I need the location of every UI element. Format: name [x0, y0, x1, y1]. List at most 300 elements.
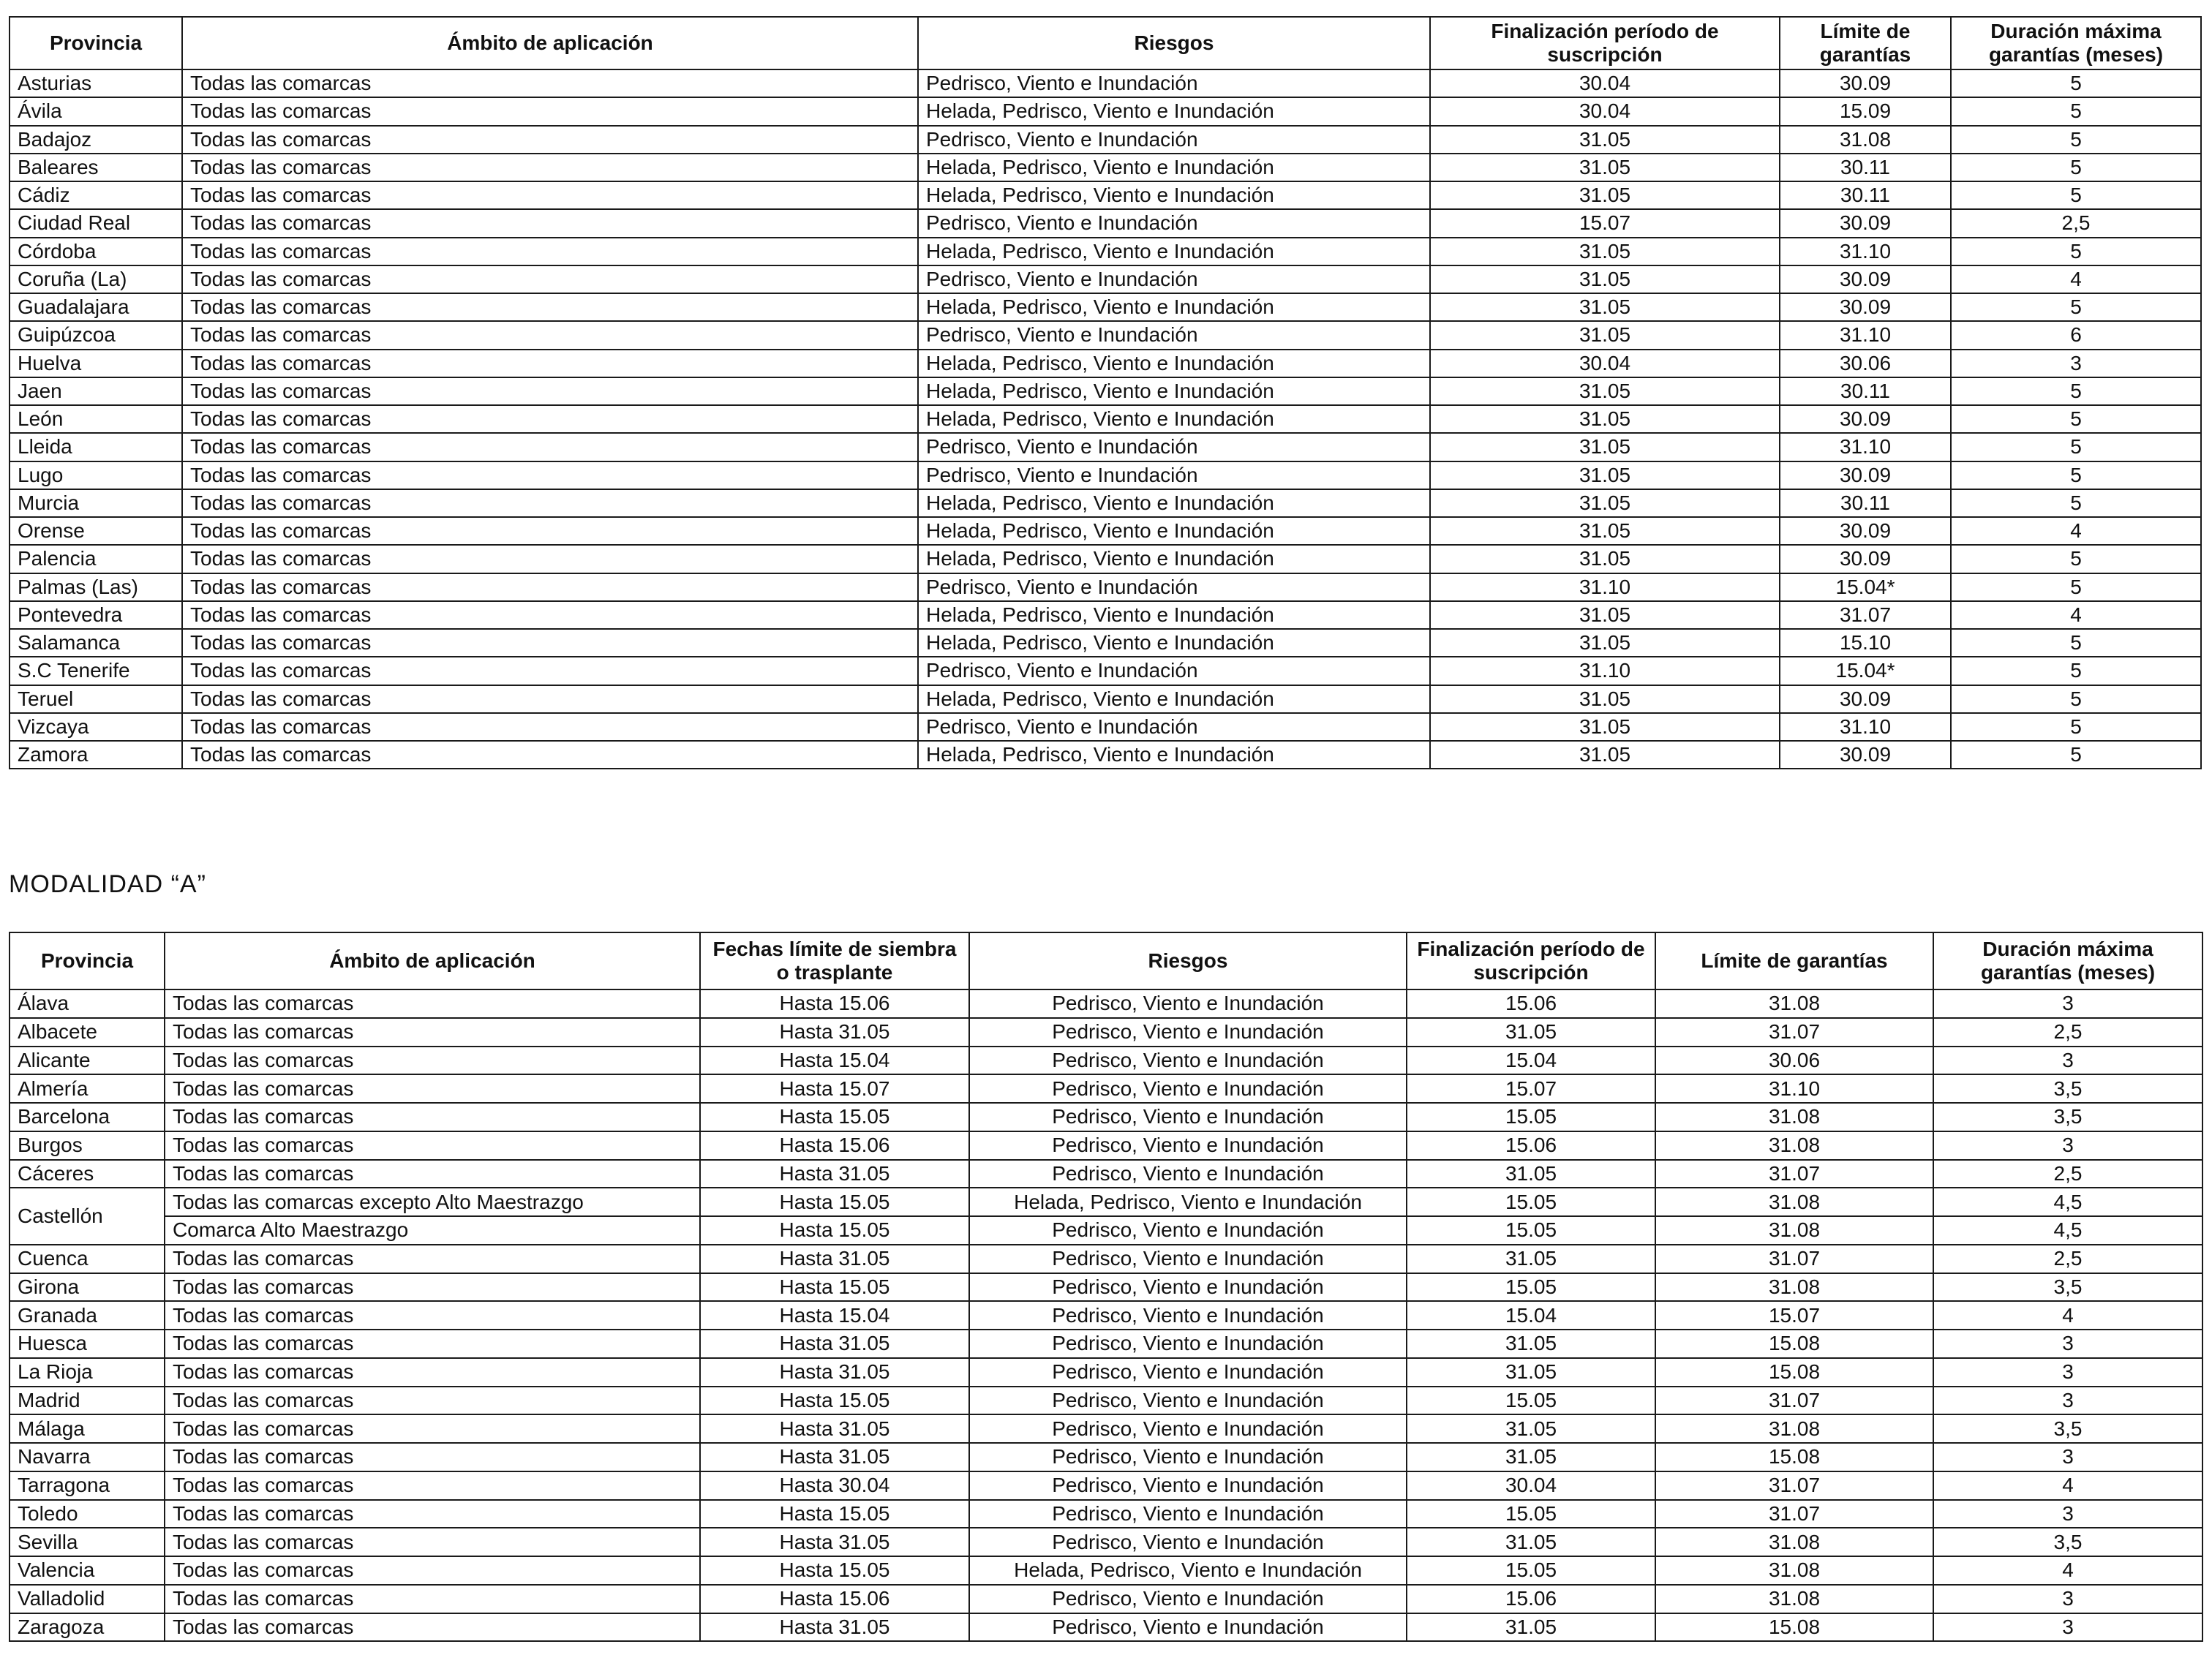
table-row	[10, 238, 2201, 265]
cell-riesgos: Pedrisco, Viento e Inundación	[969, 989, 1407, 1018]
cell-provincia: Navarra	[10, 1443, 165, 1471]
cell-duracion: 5	[1951, 126, 2201, 154]
cell-limite: 15.09	[1780, 97, 1951, 125]
cell-duracion: 3,5	[1933, 1528, 2202, 1556]
cell-limite: 31.08	[1780, 126, 1951, 154]
table-row	[10, 713, 2201, 741]
cell-limite: 31.08	[1655, 989, 1933, 1018]
header-ambito: Ámbito de aplicación	[182, 17, 918, 69]
cell-ambito: Todas las comarcas	[182, 209, 918, 237]
cell-ambito: Todas las comarcas	[182, 433, 918, 461]
cell-finalizacion: 31.05	[1430, 629, 1780, 657]
cell-limite: 30.11	[1780, 489, 1951, 517]
table-row	[10, 405, 2201, 433]
cell-riesgos: Helada, Pedrisco, Viento e Inundación	[918, 377, 1430, 405]
cell-ambito: Todas las comarcas	[165, 1613, 700, 1642]
table-row	[10, 154, 2201, 181]
cell-riesgos: Pedrisco, Viento e Inundación	[918, 433, 1430, 461]
cell-riesgos: Pedrisco, Viento e Inundación	[918, 713, 1430, 741]
cell-limite: 30.09	[1780, 209, 1951, 237]
cell-duracion: 5	[1951, 405, 2201, 433]
table-row	[10, 1047, 2202, 1075]
cell-limite: 31.08	[1655, 1273, 1933, 1302]
cell-provincia: Tarragona	[10, 1471, 165, 1500]
cell-riesgos: Pedrisco, Viento e Inundación	[969, 1613, 1407, 1642]
cell-provincia: Granada	[10, 1301, 165, 1330]
cell-fechas-limite: Hasta 31.05	[700, 1443, 969, 1471]
cell-ambito: Todas las comarcas	[165, 1131, 700, 1160]
table-row	[10, 989, 2202, 1018]
cell-duracion: 4,5	[1933, 1216, 2202, 1245]
cell-provincia: Córdoba	[10, 238, 182, 265]
cell-ambito: Todas las comarcas	[165, 989, 700, 1018]
cell-riesgos: Pedrisco, Viento e Inundación	[969, 1245, 1407, 1273]
cell-riesgos: Pedrisco, Viento e Inundación	[969, 1018, 1407, 1047]
table-row	[10, 1103, 2202, 1131]
cell-ambito: Todas las comarcas	[182, 629, 918, 657]
cell-provincia: Orense	[10, 517, 182, 545]
cell-limite: 30.09	[1780, 265, 1951, 293]
cell-provincia: Pontevedra	[10, 601, 182, 629]
cell-finalizacion: 31.10	[1430, 657, 1780, 685]
cell-provincia: Málaga	[10, 1414, 165, 1443]
cell-ambito: Todas las comarcas	[165, 1585, 700, 1613]
cell-limite: 15.04*	[1780, 573, 1951, 601]
cell-ambito: Todas las comarcas	[165, 1387, 700, 1415]
cell-riesgos: Pedrisco, Viento e Inundación	[969, 1528, 1407, 1556]
cell-limite: 31.07	[1655, 1500, 1933, 1528]
cell-riesgos: Helada, Pedrisco, Viento e Inundación	[918, 517, 1430, 545]
table-row	[10, 1414, 2202, 1443]
cell-riesgos: Pedrisco, Viento e Inundación	[918, 573, 1430, 601]
cell-finalizacion: 15.05	[1407, 1387, 1655, 1415]
cell-duracion: 5	[1951, 629, 2201, 657]
cell-ambito: Todas las comarcas	[182, 601, 918, 629]
cell-limite: 31.07	[1655, 1471, 1933, 1500]
cell-finalizacion: 31.05	[1430, 601, 1780, 629]
table-row	[10, 69, 2201, 97]
cell-finalizacion: 31.05	[1407, 1414, 1655, 1443]
cell-finalizacion: 31.05	[1407, 1613, 1655, 1642]
cell-finalizacion: 31.05	[1430, 685, 1780, 713]
cell-fechas-limite: Hasta 15.05	[700, 1387, 969, 1415]
cell-riesgos: Helada, Pedrisco, Viento e Inundación	[918, 741, 1430, 769]
cell-finalizacion: 30.04	[1430, 97, 1780, 125]
cell-riesgos: Helada, Pedrisco, Viento e Inundación	[918, 545, 1430, 573]
cell-finalizacion: 31.05	[1430, 265, 1780, 293]
cell-ambito: Todas las comarcas	[182, 69, 918, 97]
cell-finalizacion: 15.04	[1407, 1301, 1655, 1330]
cell-riesgos: Pedrisco, Viento e Inundación	[918, 657, 1430, 685]
cell-duracion: 3	[1933, 1131, 2202, 1160]
table-row	[10, 657, 2201, 685]
cell-provincia: Cuenca	[10, 1245, 165, 1273]
cell-fechas-limite: Hasta 15.05	[700, 1556, 969, 1585]
cell-finalizacion: 30.04	[1407, 1471, 1655, 1500]
cell-finalizacion: 31.05	[1430, 293, 1780, 321]
cell-duracion: 3	[1951, 350, 2201, 377]
cell-duracion: 3	[1933, 989, 2202, 1018]
cell-fechas-limite: Hasta 15.06	[700, 1131, 969, 1160]
cell-riesgos: Helada, Pedrisco, Viento e Inundación	[918, 685, 1430, 713]
cell-provincia: Asturias	[10, 69, 182, 97]
cell-provincia: Huesca	[10, 1330, 165, 1358]
cell-ambito: Todas las comarcas	[182, 350, 918, 377]
cell-duracion: 3,5	[1933, 1414, 2202, 1443]
cell-fechas-limite: Hasta 15.04	[700, 1301, 969, 1330]
header-duracion: Duración máxima garantías (meses)	[1933, 932, 2202, 989]
cell-finalizacion: 15.06	[1407, 1131, 1655, 1160]
header-riesgos: Riesgos	[918, 17, 1430, 69]
header-riesgos: Riesgos	[969, 932, 1407, 989]
cell-duracion: 5	[1951, 97, 2201, 125]
header-duracion: Duración máxima garantías (meses)	[1951, 17, 2201, 69]
cell-limite: 30.09	[1780, 741, 1951, 769]
cell-ambito: Todas las comarcas	[165, 1556, 700, 1585]
cell-duracion: 3	[1933, 1047, 2202, 1075]
cell-limite: 30.09	[1780, 293, 1951, 321]
header-provincia: Provincia	[10, 932, 165, 989]
cell-fechas-limite: Hasta 15.05	[700, 1188, 969, 1216]
table-row	[10, 350, 2201, 377]
cell-riesgos: Helada, Pedrisco, Viento e Inundación	[918, 629, 1430, 657]
cell-limite: 15.08	[1655, 1358, 1933, 1387]
cell-riesgos: Pedrisco, Viento e Inundación	[969, 1414, 1407, 1443]
table-row	[10, 433, 2201, 461]
cell-finalizacion: 31.05	[1430, 545, 1780, 573]
cell-finalizacion: 15.06	[1407, 989, 1655, 1018]
cell-duracion: 3	[1933, 1443, 2202, 1471]
cell-riesgos: Helada, Pedrisco, Viento e Inundación	[918, 154, 1430, 181]
cell-riesgos: Pedrisco, Viento e Inundación	[969, 1131, 1407, 1160]
cell-duracion: 4,5	[1933, 1188, 2202, 1216]
cell-ambito: Todas las comarcas	[165, 1074, 700, 1103]
cell-limite: 31.07	[1655, 1160, 1933, 1188]
cell-ambito: Todas las comarcas	[182, 573, 918, 601]
table-row	[10, 1018, 2202, 1047]
cell-duracion: 4	[1951, 517, 2201, 545]
cell-ambito: Todas las comarcas	[182, 321, 918, 349]
table-row	[10, 1273, 2202, 1302]
cell-ambito: Todas las comarcas	[165, 1330, 700, 1358]
cell-duracion: 4	[1951, 265, 2201, 293]
cell-limite: 30.06	[1655, 1047, 1933, 1075]
cell-finalizacion: 31.05	[1407, 1443, 1655, 1471]
table-row	[10, 293, 2201, 321]
cell-riesgos: Pedrisco, Viento e Inundación	[969, 1301, 1407, 1330]
cell-ambito: Todas las comarcas	[182, 97, 918, 125]
cell-limite: 31.07	[1655, 1245, 1933, 1273]
table-row	[10, 517, 2201, 545]
cell-limite: 31.08	[1655, 1188, 1933, 1216]
cell-limite: 15.08	[1655, 1330, 1933, 1358]
cell-limite: 31.08	[1655, 1216, 1933, 1245]
cell-limite: 31.10	[1780, 238, 1951, 265]
cell-finalizacion: 15.05	[1407, 1216, 1655, 1245]
cell-riesgos: Pedrisco, Viento e Inundación	[969, 1216, 1407, 1245]
cell-riesgos: Helada, Pedrisco, Viento e Inundación	[918, 238, 1430, 265]
cell-ambito: Todas las comarcas	[182, 238, 918, 265]
cell-duracion: 5	[1951, 545, 2201, 573]
cell-provincia: Valencia	[10, 1556, 165, 1585]
table-row	[10, 209, 2201, 237]
cell-riesgos: Pedrisco, Viento e Inundación	[918, 265, 1430, 293]
header-limite: Límite de garantías	[1780, 17, 1951, 69]
cell-limite: 30.09	[1780, 685, 1951, 713]
cell-provincia: Baleares	[10, 154, 182, 181]
cell-duracion: 5	[1951, 377, 2201, 405]
cell-ambito: Todas las comarcas	[182, 657, 918, 685]
cell-ambito: Todas las comarcas	[182, 126, 918, 154]
cell-riesgos: Pedrisco, Viento e Inundación	[918, 461, 1430, 489]
cell-ambito: Todas las comarcas	[182, 461, 918, 489]
cell-duracion: 5	[1951, 69, 2201, 97]
cell-provincia: Toledo	[10, 1500, 165, 1528]
cell-riesgos: Helada, Pedrisco, Viento e Inundación	[918, 293, 1430, 321]
cell-ambito: Todas las comarcas	[182, 265, 918, 293]
cell-riesgos: Pedrisco, Viento e Inundación	[918, 209, 1430, 237]
cell-fechas-limite: Hasta 31.05	[700, 1330, 969, 1358]
cell-riesgos: Pedrisco, Viento e Inundación	[969, 1273, 1407, 1302]
cell-riesgos: Helada, Pedrisco, Viento e Inundación	[918, 350, 1430, 377]
cell-ambito: Todas las comarcas	[182, 377, 918, 405]
cell-riesgos: Helada, Pedrisco, Viento e Inundación	[969, 1556, 1407, 1585]
cell-duracion: 5	[1951, 685, 2201, 713]
table-row	[10, 1131, 2202, 1160]
cell-riesgos: Pedrisco, Viento e Inundación	[969, 1330, 1407, 1358]
cell-limite: 31.10	[1780, 321, 1951, 349]
cell-duracion: 5	[1951, 293, 2201, 321]
cell-finalizacion: 30.04	[1430, 350, 1780, 377]
table-row	[10, 181, 2201, 209]
cell-ambito: Todas las comarcas	[182, 293, 918, 321]
cell-riesgos: Pedrisco, Viento e Inundación	[969, 1103, 1407, 1131]
table-row	[10, 1188, 2202, 1216]
cell-duracion: 2,5	[1951, 209, 2201, 237]
cell-riesgos: Helada, Pedrisco, Viento e Inundación	[918, 489, 1430, 517]
cell-riesgos: Helada, Pedrisco, Viento e Inundación	[969, 1188, 1407, 1216]
cell-duracion: 2,5	[1933, 1245, 2202, 1273]
table-row	[10, 1330, 2202, 1358]
table-row	[10, 1160, 2202, 1188]
cell-limite: 31.10	[1655, 1074, 1933, 1103]
cell-limite: 31.07	[1780, 601, 1951, 629]
cell-ambito: Comarca Alto Maestrazgo	[165, 1216, 700, 1245]
cell-finalizacion: 31.05	[1430, 517, 1780, 545]
cell-riesgos: Pedrisco, Viento e Inundación	[918, 321, 1430, 349]
cell-provincia: Guipúzcoa	[10, 321, 182, 349]
cell-finalizacion: 31.05	[1407, 1528, 1655, 1556]
cell-duracion: 5	[1951, 238, 2201, 265]
cell-provincia: Girona	[10, 1273, 165, 1302]
cell-fechas-limite: Hasta 15.05	[700, 1500, 969, 1528]
cell-fechas-limite: Hasta 15.04	[700, 1047, 969, 1075]
table-row	[10, 321, 2201, 349]
table-row	[10, 685, 2201, 713]
cell-duracion: 6	[1951, 321, 2201, 349]
cell-duracion: 4	[1933, 1471, 2202, 1500]
cell-limite: 31.07	[1655, 1387, 1933, 1415]
cell-duracion: 3,5	[1933, 1074, 2202, 1103]
cell-limite: 31.08	[1655, 1556, 1933, 1585]
cell-riesgos: Helada, Pedrisco, Viento e Inundación	[918, 601, 1430, 629]
cell-limite: 30.09	[1780, 461, 1951, 489]
cell-limite: 30.11	[1780, 377, 1951, 405]
cell-ambito: Todas las comarcas	[182, 405, 918, 433]
table-row	[10, 1358, 2202, 1387]
cell-limite: 31.10	[1780, 713, 1951, 741]
cell-ambito: Todas las comarcas	[165, 1358, 700, 1387]
cell-finalizacion: 15.05	[1407, 1500, 1655, 1528]
table-header-row	[10, 932, 2202, 989]
header-ambito: Ámbito de aplicación	[165, 932, 700, 989]
cell-provincia: Guadalajara	[10, 293, 182, 321]
cell-duracion: 3	[1933, 1330, 2202, 1358]
cell-finalizacion: 31.05	[1407, 1330, 1655, 1358]
cell-provincia: Zamora	[10, 741, 182, 769]
cell-ambito: Todas las comarcas	[165, 1500, 700, 1528]
cell-duracion: 4	[1933, 1556, 2202, 1585]
table-row	[10, 741, 2201, 769]
cell-duracion: 3	[1933, 1585, 2202, 1613]
header-finalizacion: Finalización período de suscripción	[1407, 932, 1655, 989]
cell-limite: 30.11	[1780, 154, 1951, 181]
cell-duracion: 5	[1951, 461, 2201, 489]
cell-ambito: Todas las comarcas	[165, 1273, 700, 1302]
cell-provincia: Madrid	[10, 1387, 165, 1415]
cell-provincia: Barcelona	[10, 1103, 165, 1131]
cell-riesgos: Pedrisco, Viento e Inundación	[969, 1443, 1407, 1471]
cell-finalizacion: 31.05	[1430, 713, 1780, 741]
cell-finalizacion: 31.05	[1430, 489, 1780, 517]
table-header-row	[10, 17, 2201, 69]
cell-finalizacion: 31.05	[1430, 405, 1780, 433]
cell-finalizacion: 31.10	[1430, 573, 1780, 601]
cell-limite: 31.08	[1655, 1528, 1933, 1556]
cell-provincia: Salamanca	[10, 629, 182, 657]
cell-duracion: 5	[1951, 741, 2201, 769]
cell-provincia: Coruña (La)	[10, 265, 182, 293]
cell-limite: 31.10	[1780, 433, 1951, 461]
cell-fechas-limite: Hasta 15.06	[700, 1585, 969, 1613]
cell-riesgos: Pedrisco, Viento e Inundación	[969, 1074, 1407, 1103]
cell-provincia: Vizcaya	[10, 713, 182, 741]
cell-finalizacion: 31.05	[1407, 1358, 1655, 1387]
cell-provincia: Valladolid	[10, 1585, 165, 1613]
cell-duracion: 5	[1951, 713, 2201, 741]
cell-finalizacion: 31.05	[1430, 741, 1780, 769]
cell-ambito: Todas las comarcas	[182, 489, 918, 517]
cell-provincia: Albacete	[10, 1018, 165, 1047]
cell-provincia: Cáceres	[10, 1160, 165, 1188]
header-fechas-limite: Fechas límite de siembra o trasplante	[700, 932, 969, 989]
cell-duracion: 5	[1951, 573, 2201, 601]
cell-riesgos: Pedrisco, Viento e Inundación	[918, 126, 1430, 154]
cell-provincia: León	[10, 405, 182, 433]
table-row	[10, 489, 2201, 517]
cell-provincia: Alicante	[10, 1047, 165, 1075]
cell-finalizacion: 15.05	[1407, 1273, 1655, 1302]
cell-finalizacion: 31.05	[1430, 181, 1780, 209]
table-row	[10, 601, 2201, 629]
table-row	[10, 1216, 2202, 1245]
table-row	[10, 1556, 2202, 1585]
cell-provincia: Jaen	[10, 377, 182, 405]
cell-ambito: Todas las comarcas	[165, 1414, 700, 1443]
cell-fechas-limite: Hasta 31.05	[700, 1414, 969, 1443]
cell-riesgos: Pedrisco, Viento e Inundación	[969, 1387, 1407, 1415]
cell-limite: 15.08	[1655, 1613, 1933, 1642]
cell-limite: 30.11	[1780, 181, 1951, 209]
cell-ambito: Todas las comarcas	[165, 1443, 700, 1471]
cell-ambito: Todas las comarcas	[182, 713, 918, 741]
cell-limite: 30.06	[1780, 350, 1951, 377]
cell-riesgos: Pedrisco, Viento e Inundación	[969, 1500, 1407, 1528]
cell-provincia: S.C Tenerife	[10, 657, 182, 685]
cell-riesgos: Pedrisco, Viento e Inundación	[918, 69, 1430, 97]
cell-finalizacion: 15.05	[1407, 1103, 1655, 1131]
cell-riesgos: Pedrisco, Viento e Inundación	[969, 1160, 1407, 1188]
cell-provincia: Lugo	[10, 461, 182, 489]
cell-provincia: Álava	[10, 989, 165, 1018]
cell-finalizacion: 15.04	[1407, 1047, 1655, 1075]
table-row	[10, 1471, 2202, 1500]
table-row	[10, 377, 2201, 405]
cell-finalizacion: 30.04	[1430, 69, 1780, 97]
cell-limite: 31.08	[1655, 1585, 1933, 1613]
cell-fechas-limite: Hasta 31.05	[700, 1358, 969, 1387]
cell-provincia: Burgos	[10, 1131, 165, 1160]
cell-fechas-limite: Hasta 31.05	[700, 1160, 969, 1188]
cell-limite: 15.08	[1655, 1443, 1933, 1471]
cell-fechas-limite: Hasta 30.04	[700, 1471, 969, 1500]
cell-duracion: 5	[1951, 489, 2201, 517]
cell-finalizacion: 31.05	[1407, 1245, 1655, 1273]
cell-fechas-limite: Hasta 31.05	[700, 1018, 969, 1047]
cell-provincia: Murcia	[10, 489, 182, 517]
cell-ambito: Todas las comarcas	[182, 685, 918, 713]
header-limite: Límite de garantías	[1655, 932, 1933, 989]
cell-ambito: Todas las comarcas	[165, 1160, 700, 1188]
cell-provincia: La Rioja	[10, 1358, 165, 1387]
cell-duracion: 4	[1933, 1301, 2202, 1330]
table-row	[10, 1528, 2202, 1556]
cell-limite: 30.09	[1780, 69, 1951, 97]
cell-finalizacion: 31.05	[1430, 126, 1780, 154]
cell-ambito: Todas las comarcas	[165, 1103, 700, 1131]
cell-finalizacion: 31.05	[1430, 238, 1780, 265]
cell-limite: 15.07	[1655, 1301, 1933, 1330]
cell-ambito: Todas las comarcas	[182, 517, 918, 545]
cell-limite: 30.09	[1780, 545, 1951, 573]
cell-finalizacion: 15.07	[1407, 1074, 1655, 1103]
table-row	[10, 97, 2201, 125]
cell-finalizacion: 31.05	[1430, 433, 1780, 461]
table-row	[10, 1301, 2202, 1330]
table-row	[10, 265, 2201, 293]
cell-ambito: Todas las comarcas	[165, 1047, 700, 1075]
cell-provincia: Almería	[10, 1074, 165, 1103]
cell-duracion: 3,5	[1933, 1273, 2202, 1302]
cell-finalizacion: 15.05	[1407, 1556, 1655, 1585]
cell-riesgos: Helada, Pedrisco, Viento e Inundación	[918, 181, 1430, 209]
cell-finalizacion: 31.05	[1430, 461, 1780, 489]
cell-finalizacion: 31.05	[1407, 1018, 1655, 1047]
table-row	[10, 1387, 2202, 1415]
cell-riesgos: Pedrisco, Viento e Inundación	[969, 1358, 1407, 1387]
cell-duracion: 3	[1933, 1500, 2202, 1528]
cell-fechas-limite: Hasta 31.05	[700, 1528, 969, 1556]
